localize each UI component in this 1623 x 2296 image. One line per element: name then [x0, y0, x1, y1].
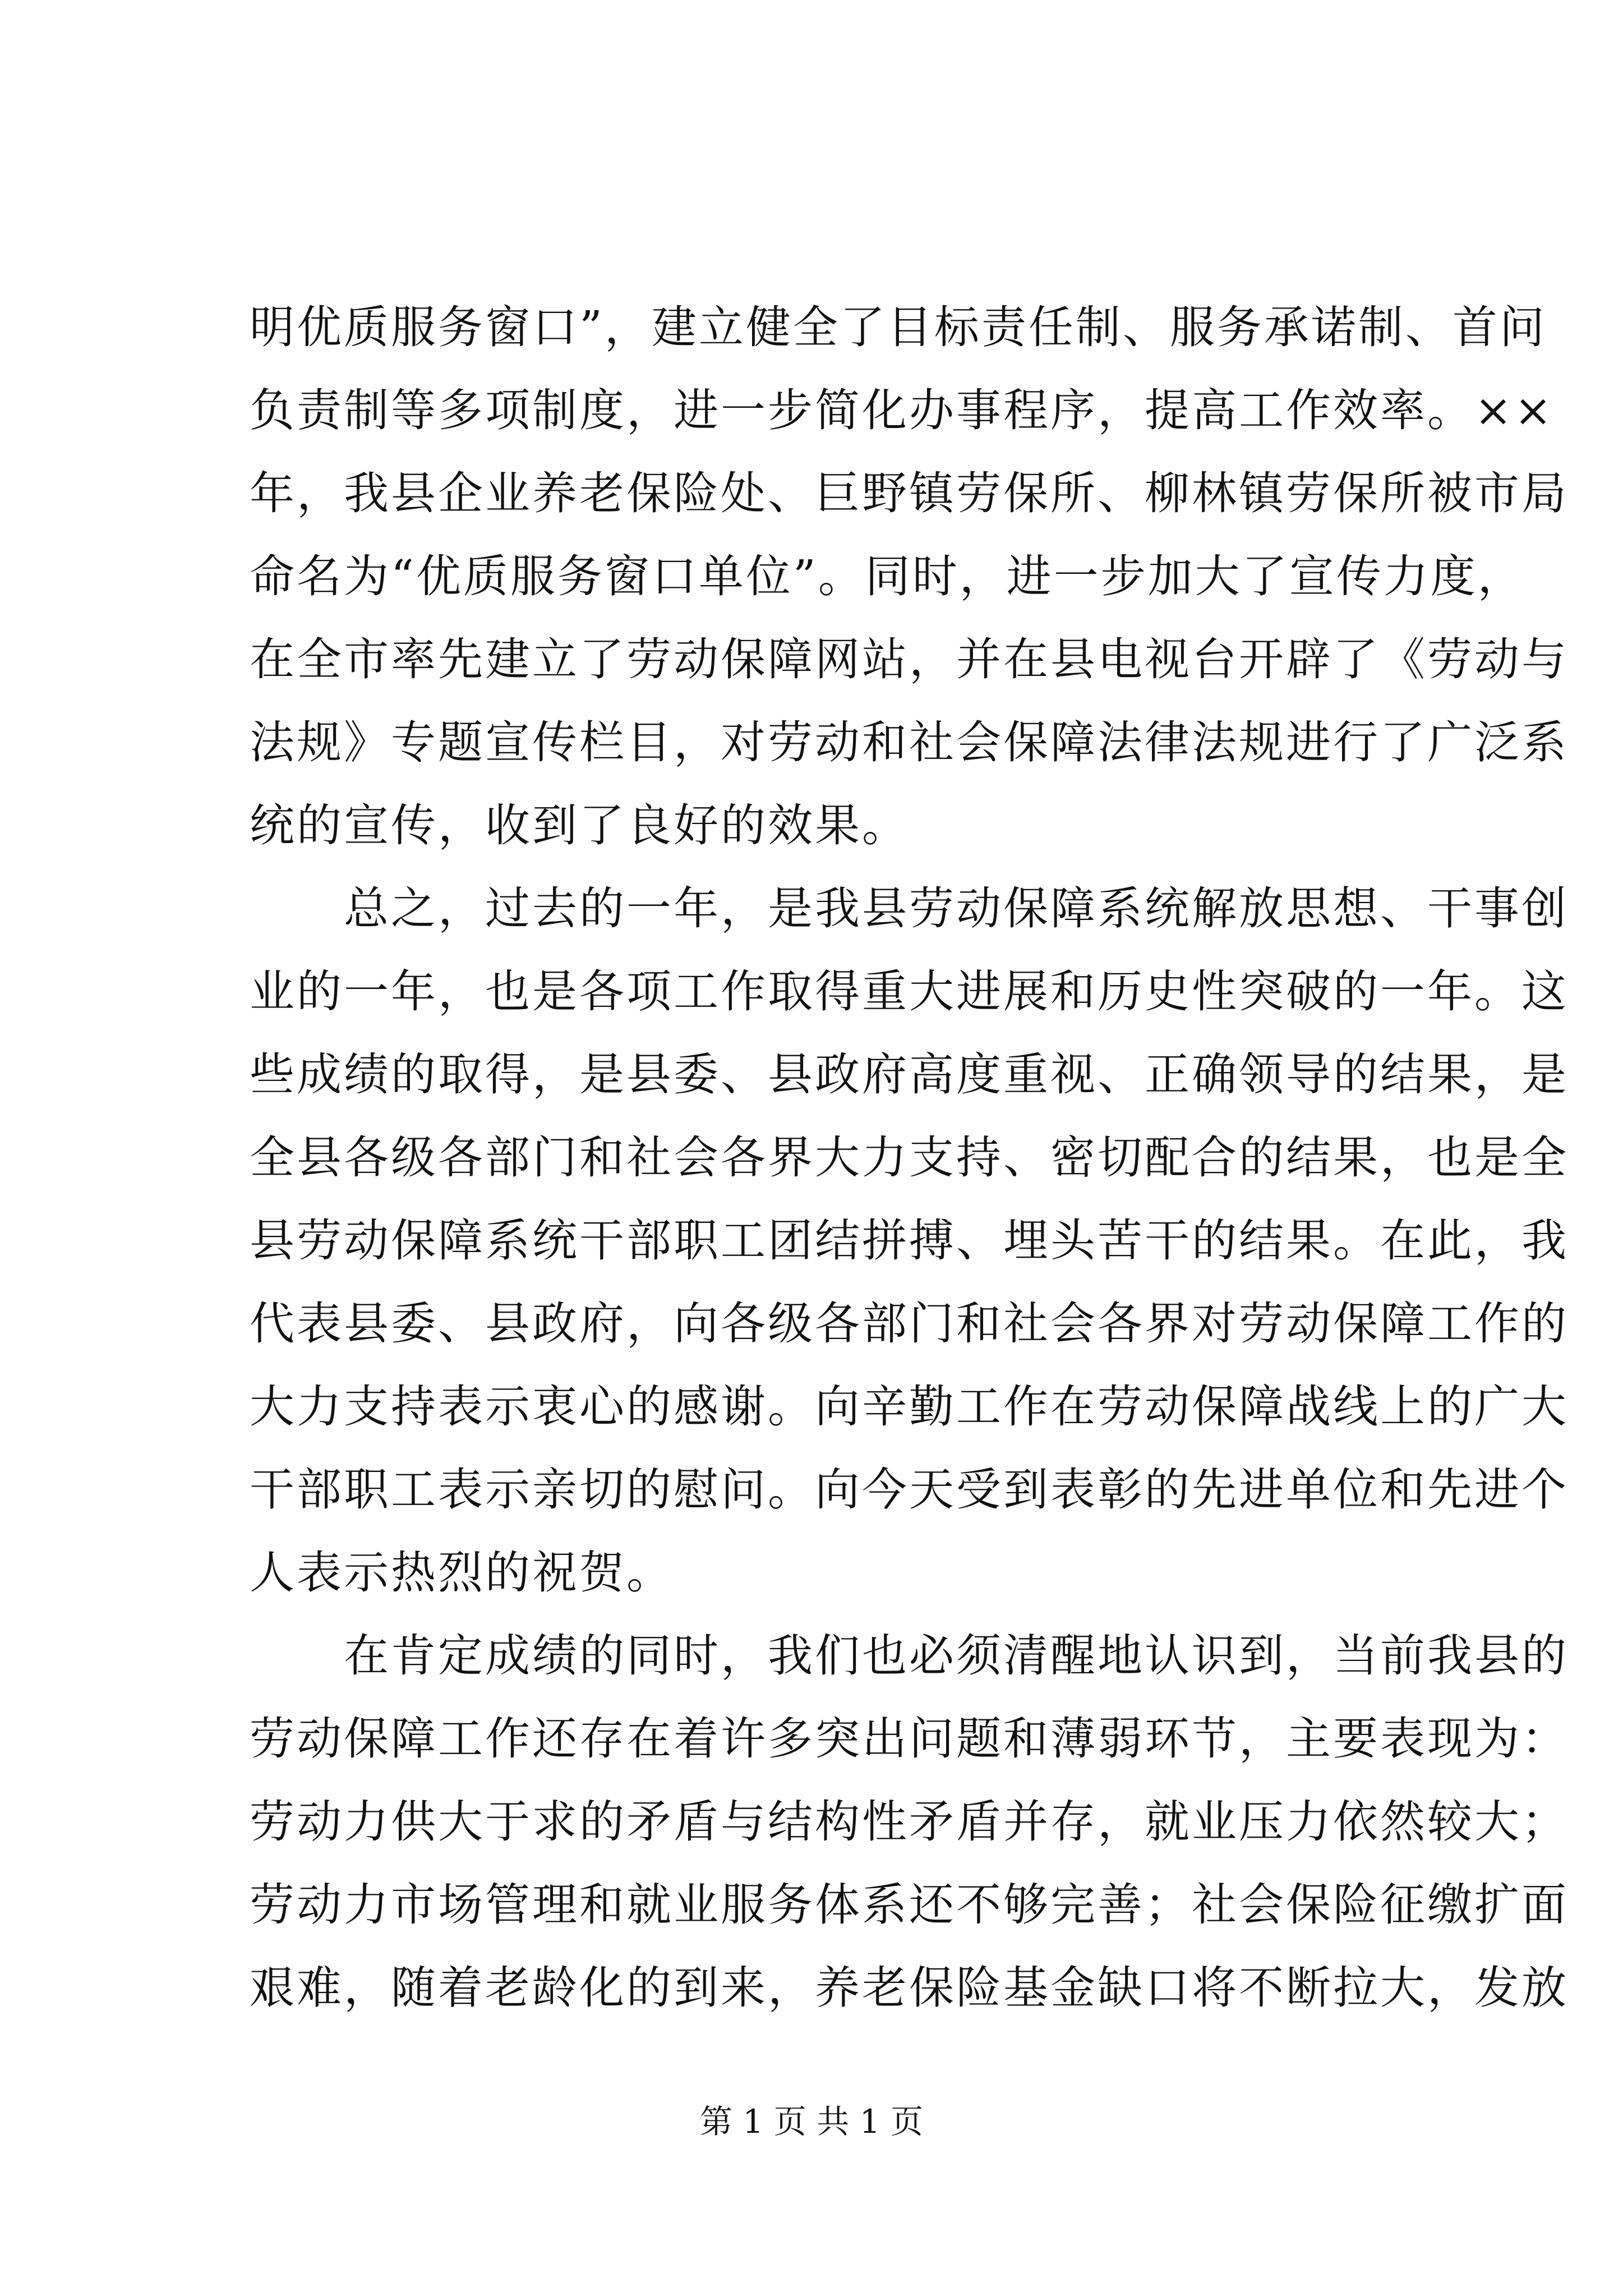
text-line: 县劳动保障系统干部职工团结拼搏、埋头苦干的结果。在此，我	[250, 1214, 1569, 1267]
text-line: 总之，过去的一年，是我县劳动保障系统解放思想、干事创	[250, 882, 1569, 935]
text-line: 统的宣传，收到了良好的效果。	[250, 799, 909, 852]
text-line: 劳动力供大于求的矛盾与结构性矛盾并存，就业压力依然较大；	[250, 1796, 1569, 1848]
text-line: 艰难，随着老龄化的到来，养老保险基金缺口将不断拉大，发放	[250, 1962, 1569, 2014]
text-line: 劳动力市场管理和就业服务体系还不够完善；社会保险征缴扩面	[250, 1879, 1569, 1931]
text-line: 代表县委、县政府，向各级各部门和社会各界对劳动保障工作的	[250, 1297, 1569, 1350]
text-line: 在肯定成绩的同时，我们也必须清醒地认识到，当前我县的	[250, 1630, 1569, 1682]
text-line: 些成绩的取得，是县委、县政府高度重视、正确领导的结果，是	[250, 1048, 1569, 1101]
text-line: 大力支持表示衷心的感谢。向辛勤工作在劳动保障战线上的广大	[250, 1381, 1569, 1433]
text-line: 业的一年，也是各项工作取得重大进展和历史性突破的一年。这	[250, 965, 1569, 1018]
text-line: 劳动保障工作还存在着许多突出问题和薄弱环节，主要表现为：	[250, 1713, 1569, 1765]
text-line: 年，我县企业养老保险处、巨野镇劳保所、柳林镇劳保所被市局	[250, 467, 1569, 519]
page-footer: 第 1 页 共 1 页	[700, 2102, 923, 2141]
text-line: 命名为“优质服务窗口单位”。同时，进一步加大了宣传力度，	[250, 550, 1525, 602]
text-line: 人表示热烈的祝贺。	[250, 1547, 674, 1599]
text-line: 在全市率先建立了劳动保障网站，并在县电视台开辟了《劳动与	[250, 633, 1569, 685]
text-line: 法规》专题宣传栏目，对劳动和社会保障法律法规进行了广泛系	[250, 716, 1569, 769]
document-body	[250, 286, 1569, 2030]
text-line: 干部职工表示亲切的慰问。向今天受到表彰的先进单位和先进个	[250, 1464, 1569, 1516]
text-line: 全县各级各部门和社会各界大力支持、密切配合的结果，也是全	[250, 1131, 1569, 1184]
text-line: 负责制等多项制度，进一步简化办事程序，提高工作效率。××	[250, 384, 1555, 436]
text-line: 明优质服务窗口”，建立健全了目标责任制、服务承诺制、首问	[250, 301, 1547, 353]
